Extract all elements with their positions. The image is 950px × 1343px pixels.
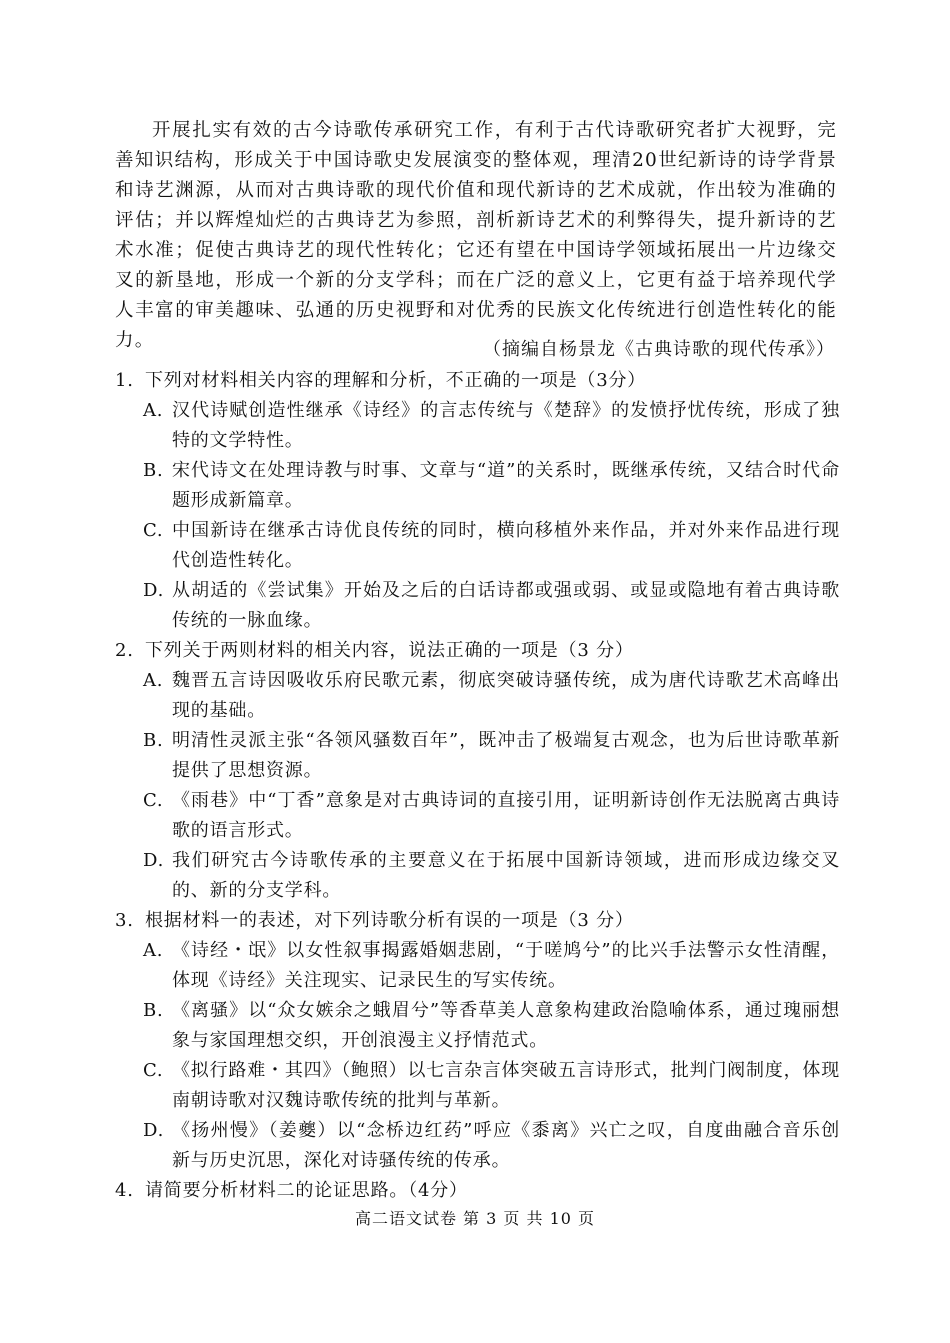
option-text: 明清性灵派主张“各领风骚数百年”，既冲击了极端复古观念，也为后世诗歌革新提供了思想资源。 (172, 730, 840, 781)
passage-paragraph: 开展扎实有效的古今诗歌传承研究工作，有利于古代诗歌研究者扩大视野，完善知识结构，形成关于中国诗歌史发展演变的整体观，理清20世纪新诗的诗学背景和诗艺渊源，从而对古典诗歌的现代价值和现代新诗的艺术成就，作出较为准确的评估；并以辉煌灿烂的古典诗艺为参照，剖析新诗艺术的利弊得失，提升新诗的艺术水准；促使古典诗艺的现代性转化；它还有望在中国诗学领域拓展出一片边缘交叉的新垦地，形成一个新的分支学科；而在广泛的意义上，它更有益于培养现代学人丰富的审美趣味、弘通的历史视野和对优秀的民族文化传统进行创造性转化的能力。 (115, 120, 837, 351)
question-3 (115, 906, 840, 1176)
option-b (143, 456, 840, 516)
option-a (143, 666, 840, 726)
option-text: 我们研究古今诗歌传承的主要意义在于拓展中国新诗领域，进而形成边缘交叉的、新的分支学科。 (172, 850, 840, 901)
question-list (115, 366, 840, 1206)
option-letter: B. (143, 1000, 164, 1021)
option-b (143, 996, 840, 1056)
option-letter: D. (143, 850, 165, 871)
option-d (143, 846, 840, 906)
option-b (143, 726, 840, 786)
option-c (143, 786, 840, 846)
option-text: 《雨巷》中“丁香”意象是对古典诗词的直接引用，证明新诗创作无法脱离古典诗歌的语言形式。 (172, 790, 840, 841)
option-letter: A. (143, 400, 164, 421)
option-letter: D. (143, 1120, 165, 1141)
question-1 (115, 366, 840, 636)
option-text: 《诗经・氓》以女性叙事揭露婚姻悲剧，“于嗟鸠兮”的比兴手法警示女性清醒，体现《诗经》关注现实、记录民生的写实传统。 (172, 940, 840, 991)
option-d (143, 1116, 840, 1176)
option-a (143, 396, 840, 456)
option-text: 宋代诗文在处理诗教与时事、文章与“道”的关系时，既继承传统，又结合时代命题形成新篇章。 (172, 460, 840, 511)
passage-source: （摘编自杨景龙《古典诗歌的现代传承》） (483, 339, 835, 360)
option-text: 《扬州慢》（姜夔）以“念桥边红药”呼应《黍离》兴亡之叹，自度曲融合音乐创新与历史沉思，深化对诗骚传统的传承。 (172, 1120, 840, 1171)
option-letter: B. (143, 730, 164, 751)
option-text: 从胡适的《尝试集》开始及之后的白话诗都或强或弱、或显或隐地有着古典诗歌传统的一脉血缘。 (172, 580, 840, 631)
option-text: 中国新诗在继承古诗优良传统的同时，横向移植外来作品，并对外来作品进行现代创造性转化。 (172, 520, 840, 571)
option-letter: B. (143, 460, 164, 481)
question-stem (115, 366, 840, 396)
question-number: 3. (115, 910, 134, 931)
option-d (143, 576, 840, 636)
question-2 (115, 636, 840, 906)
page-footer: 高二语文试卷 第 3 页 共 10 页 (354, 1209, 596, 1228)
option-a (143, 936, 840, 996)
option-text: 汉代诗赋创造性继承《诗经》的言志传统与《楚辞》的发愤抒忧传统，形成了独特的文学特性。 (172, 400, 840, 451)
option-c (143, 1056, 840, 1116)
question-text: 根据材料一的表述，对下列诗歌分析有误的一项是（3 分） (145, 910, 634, 931)
question-stem (115, 636, 840, 666)
question-number: 2. (115, 640, 134, 661)
question-4 (115, 1176, 840, 1206)
option-text: 魏晋五言诗因吸收乐府民歌元素，彻底突破诗骚传统，成为唐代诗歌艺术高峰出现的基础。 (172, 670, 840, 721)
question-number: 1. (115, 370, 134, 391)
option-text: 《离骚》以“众女嫉余之蛾眉兮”等香草美人意象构建政治隐喻体系，通过瑰丽想象与家国理想交织，开创浪漫主义抒情范式。 (172, 1000, 840, 1051)
option-text: 《拟行路难・其四》（鲍照）以七言杂言体突破五言诗形式，批判门阀制度，体现南朝诗歌对汉魏诗歌传统的批判与革新。 (172, 1060, 840, 1111)
question-number: 4. (115, 1180, 134, 1201)
option-c (143, 516, 840, 576)
option-letter: C. (143, 520, 164, 541)
question-stem (115, 1176, 840, 1206)
option-letter: C. (143, 790, 164, 811)
option-letter: D. (143, 580, 165, 601)
option-letter: A. (143, 940, 164, 961)
question-stem (115, 906, 840, 936)
question-text: 请简要分析材料二的论证思路。（4分） (145, 1180, 468, 1201)
question-text: 下列对材料相关内容的理解和分析，不正确的一项是（3分） (145, 370, 647, 391)
option-letter: C. (143, 1060, 164, 1081)
question-text: 下列关于两则材料的相关内容，说法正确的一项是（3 分） (145, 640, 634, 661)
option-letter: A. (143, 670, 164, 691)
